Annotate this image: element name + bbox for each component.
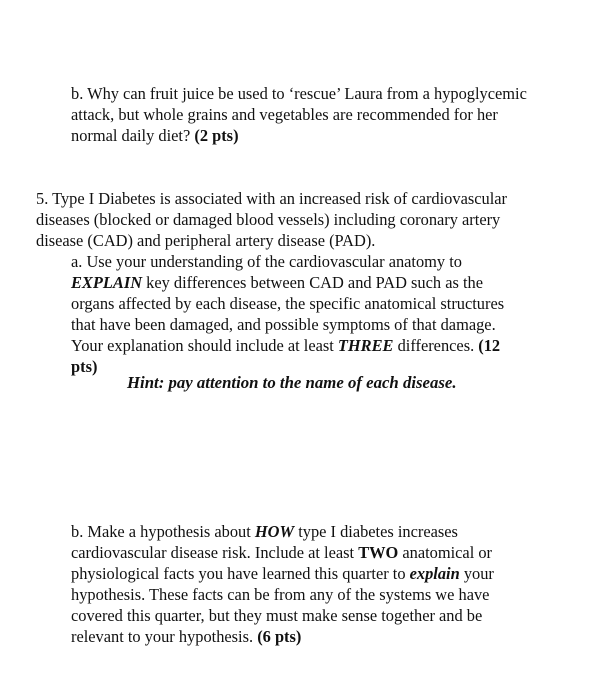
- two-emphasis: TWO: [358, 543, 399, 562]
- question-5b-line-1-text: b. Make a hypothesis about: [71, 522, 255, 541]
- question-5b-line-4: hypothesis. These facts can be from any of the systems we have: [71, 585, 490, 604]
- question-5b-line-3-text: physiological facts you have learned this quarter to: [71, 564, 410, 583]
- question-5a: [71, 251, 581, 377]
- question-5a-line-2-rest: key differences between CAD and PAD such as the: [142, 273, 483, 292]
- question-5a-line-5: [71, 335, 581, 356]
- explain-lower-emphasis: explain: [409, 564, 460, 583]
- question-5b-line-1: [71, 521, 581, 542]
- question-4b: [71, 83, 581, 146]
- question-5-line-2: diseases (blocked or damaged blood vessels) including coronary artery: [36, 210, 501, 229]
- question-4b-points: (2 pts): [194, 126, 239, 145]
- question-4b-line-3: [71, 125, 581, 146]
- question-5a-line-2: [71, 272, 581, 293]
- hint-text: Hint: pay attention to the name of each disease.: [127, 373, 457, 392]
- explain-emphasis: EXPLAIN: [71, 273, 143, 292]
- question-5a-points-end: pts): [71, 357, 98, 376]
- question-5a-points-start: (12: [478, 336, 501, 355]
- question-5a-line-1: a. Use your understanding of the cardiovascular anatomy to: [71, 252, 462, 271]
- how-emphasis: HOW: [254, 522, 295, 541]
- question-5a-line-5-text: Your explanation should include at least: [71, 336, 338, 355]
- question-5b-line-5: covered this quarter, but they must make sense together and be: [71, 606, 483, 625]
- question-5b-line-6-text: relevant to your hypothesis.: [71, 627, 258, 646]
- question-5b-line-2-rest: anatomical or: [398, 543, 493, 562]
- question-5b-points: (6 pts): [257, 627, 302, 646]
- three-emphasis: THREE: [337, 336, 394, 355]
- question-5b-line-2-text: cardiovascular disease risk. Include at least: [71, 543, 359, 562]
- question-5b-line-6: [71, 626, 581, 647]
- question-4b-text-end: normal daily diet?: [71, 126, 195, 145]
- question-5a-line-5-rest: differences.: [393, 336, 479, 355]
- question-5b: [71, 521, 581, 647]
- question-5b-line-3: [71, 563, 581, 584]
- question-5-intro: [36, 188, 576, 251]
- question-5a-line-4: that have been damaged, and possible symptoms of that damage.: [71, 315, 496, 334]
- question-5b-line-2: [71, 542, 581, 563]
- question-5b-line-1-rest: type I diabetes increases: [294, 522, 458, 541]
- question-5a-line-3: organs affected by each disease, the specific anatomical structures: [71, 294, 505, 313]
- question-5b-line-3-rest: your: [459, 564, 494, 583]
- question-4b-line-2: attack, but whole grains and vegetables are recommended for her: [71, 105, 498, 124]
- question-5-line-1: 5. Type I Diabetes is associated with an increased risk of cardiovascular: [36, 189, 507, 208]
- question-5-line-3: disease (CAD) and peripheral artery disease (PAD).: [36, 231, 376, 250]
- question-4b-line-1: b. Why can fruit juice be used to ‘rescue’ Laura from a hypoglycemic: [71, 84, 527, 103]
